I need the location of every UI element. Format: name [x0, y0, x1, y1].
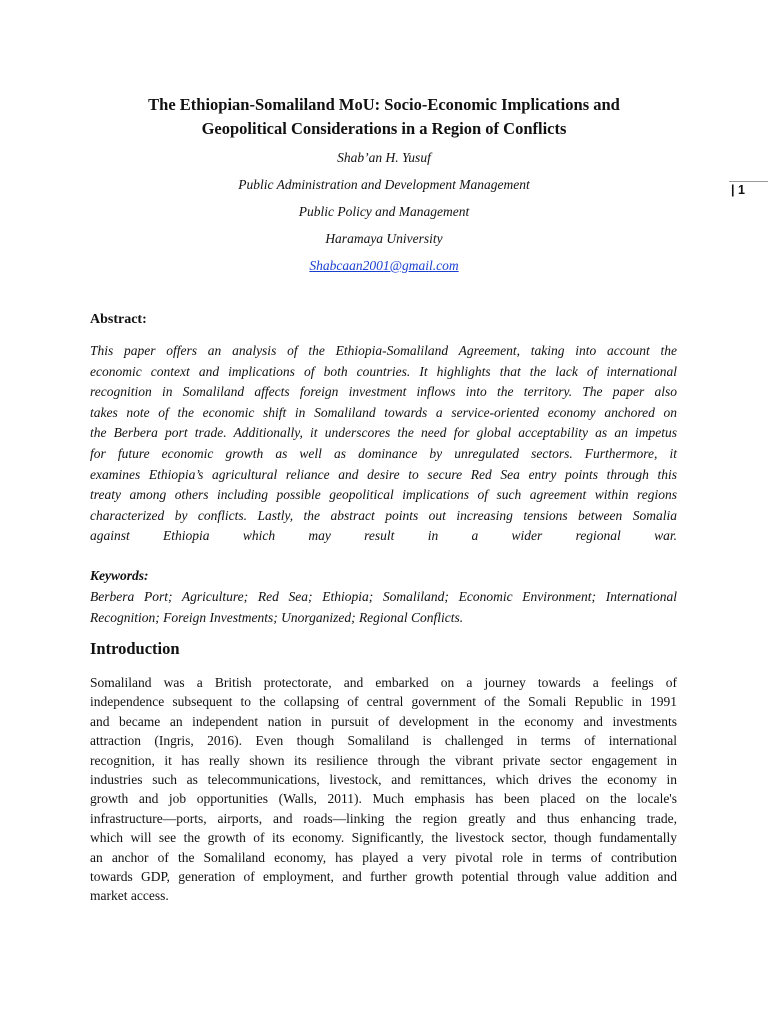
- author-email-line: [90, 258, 678, 274]
- keywords-body: [90, 587, 677, 628]
- paper-title-line: Geopolitical Considerations in a Region of Conflicts: [201, 119, 567, 138]
- introduction-heading: Introduction: [90, 639, 180, 658]
- abstract-line: recognition in Somaliland affects foreign investment inflows into the territory. The paper also: [90, 384, 677, 400]
- introduction-line: independence subsequent to the collapsing of central government of the Somali Republic in 1991: [90, 694, 677, 710]
- abstract-line: economic context and implications of both countries. It highlights that the lack of international: [90, 363, 677, 379]
- paper-title: [90, 93, 678, 141]
- introduction-line: which will see the growth of its economy. Significantly, the livestock sector, though fundamentally: [90, 830, 677, 846]
- introduction-line: industries such as telecommunications, livestock, and remittances, which drives the economy in: [90, 771, 677, 787]
- author-department: Public Administration and Development Management: [238, 177, 530, 192]
- paper-title-line: The Ethiopian-Somaliland MoU: Socio-Economic Implications and: [148, 95, 620, 114]
- keywords-heading: Keywords:: [90, 568, 149, 583]
- introduction-line: recognition, it has really shown its resilience through the vibrant private sector engagement in: [90, 752, 677, 768]
- abstract-line: for future economic growth as well as dominance by unregulated sectors. Furthermore, it: [90, 445, 677, 461]
- introduction-line: market access.: [90, 888, 169, 904]
- introduction-line: an anchor of the Somaliland economy, has played a very pivotal role in terms of contribution: [90, 849, 677, 865]
- introduction-body: [90, 673, 677, 906]
- abstract-line: examines Ethiopia’s agricultural reliance and desire to secure Red Sea entry points through this: [90, 466, 677, 482]
- author-university: Haramaya University: [325, 231, 443, 246]
- author-name: Shab’an H. Yusuf: [337, 150, 431, 165]
- abstract-heading: Abstract:: [90, 312, 147, 327]
- page-number: | 1: [731, 183, 745, 197]
- abstract-body: [90, 341, 677, 547]
- abstract-line: treaty among others including possible geopolitical implications of such agreement within regions: [90, 487, 677, 503]
- introduction-line: and became an independent nation in pursuit of development in the economy and investments: [90, 713, 677, 729]
- introduction-line: infrastructure—ports, airports, and roads—linking the region greatly and thus enhancing trade,: [90, 810, 677, 826]
- abstract-line: against Ethiopia which may result in a wider regional war.: [90, 528, 677, 544]
- page-number-rule: [729, 181, 768, 182]
- abstract-line: characterized by conflicts. Lastly, the abstract points out increasing tensions between Somalia: [90, 507, 677, 523]
- introduction-line: Somaliland was a British protectorate, and embarked on a journey towards a feelings of: [90, 675, 677, 690]
- keywords-line: Recognition; Foreign Investments; Unorganized; Regional Conflicts.: [90, 609, 464, 625]
- keywords-line: Berbera Port; Agriculture; Red Sea; Ethiopia; Somaliland; Economic Environment; International: [90, 589, 677, 604]
- introduction-line: towards GDP, generation of employment, and further growth potential through value addition and: [90, 868, 677, 884]
- abstract-line: This paper offers an analysis of the Ethiopia-Somaliland Agreement, taking into account the: [90, 343, 677, 358]
- abstract-line: the Berbera port trade. Additionally, it underscores the need for global acceptability as an impetus: [90, 425, 677, 441]
- author-program: Public Policy and Management: [298, 204, 470, 219]
- introduction-line: growth and job opportunities (Walls, 2011). Much emphasis has been placed on the locale's: [90, 791, 677, 807]
- author-email-link[interactable]: Shabcaan2001@gmail.com: [309, 258, 459, 273]
- abstract-line: takes note of the economic shift in Somaliland towards a service-oriented economy anchored on: [90, 404, 677, 420]
- introduction-line: attraction (Ingris, 2016). Even though Somaliland is challenged in terms of international: [90, 733, 677, 749]
